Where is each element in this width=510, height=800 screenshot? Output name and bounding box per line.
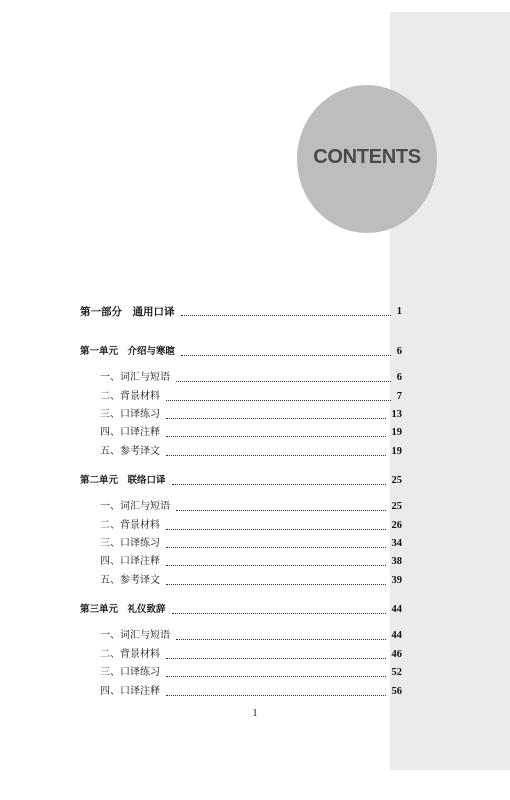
toc-leader-dots bbox=[166, 529, 386, 530]
toc-page-number: 38 bbox=[391, 556, 402, 567]
toc-leader-dots bbox=[166, 658, 386, 659]
toc-entry bbox=[100, 572, 402, 588]
toc-leader-dots bbox=[166, 676, 386, 677]
toc-label: 三、口译练习 bbox=[100, 409, 160, 420]
toc-leader-dots bbox=[166, 695, 386, 696]
toc-page-number: 25 bbox=[391, 475, 402, 486]
toc-leader-dots bbox=[166, 565, 386, 566]
toc-page-number: 44 bbox=[391, 604, 402, 615]
toc-entry bbox=[100, 369, 402, 385]
toc-label: 五、参考译文 bbox=[100, 446, 160, 457]
toc-page-number: 19 bbox=[391, 446, 402, 457]
toc-leader-dots bbox=[181, 315, 391, 316]
toc-label: 三、口译练习 bbox=[100, 538, 160, 549]
toc-entry bbox=[100, 517, 402, 533]
toc-label: 一、词汇与短语 bbox=[100, 501, 170, 512]
toc-entry bbox=[100, 683, 402, 699]
toc-entry bbox=[100, 388, 402, 404]
toc-page-number: 44 bbox=[391, 630, 402, 641]
toc-page-number: 52 bbox=[391, 667, 402, 678]
toc-page-number: 13 bbox=[391, 409, 402, 420]
toc-leader-dots bbox=[172, 484, 386, 485]
toc-entry bbox=[100, 406, 402, 422]
toc-leader-dots bbox=[166, 418, 386, 419]
toc-leader-dots bbox=[181, 355, 391, 356]
toc-leader-dots bbox=[166, 436, 386, 437]
toc-label: 四、口译注释 bbox=[100, 686, 160, 697]
toc-label: 四、口译注释 bbox=[100, 556, 160, 567]
toc-leader-dots bbox=[172, 613, 386, 614]
toc-page-number: 56 bbox=[391, 686, 402, 697]
toc-label: 四、口译注释 bbox=[100, 427, 160, 438]
toc-unit-entry bbox=[80, 601, 402, 617]
toc-label: 二、背景材料 bbox=[100, 520, 160, 531]
toc-leader-dots bbox=[176, 639, 386, 640]
toc-entry bbox=[100, 498, 402, 514]
toc-page-number: 6 bbox=[396, 346, 402, 357]
toc-leader-dots bbox=[166, 584, 386, 585]
toc-leader-dots bbox=[166, 547, 386, 548]
toc-leader-dots bbox=[166, 455, 386, 456]
toc-page-number: 1 bbox=[396, 306, 402, 317]
page-title: CONTENTS bbox=[313, 145, 421, 168]
toc-leader-dots bbox=[166, 400, 391, 401]
toc-label: 二、背景材料 bbox=[100, 649, 160, 660]
toc-label: 五、参考译文 bbox=[100, 575, 160, 586]
toc-page-number: 19 bbox=[391, 427, 402, 438]
toc-page-number: 46 bbox=[391, 649, 402, 660]
toc-entry bbox=[100, 627, 402, 643]
toc-label: 一、词汇与短语 bbox=[100, 630, 170, 641]
toc-unit-entry bbox=[80, 343, 402, 359]
toc-label: 第一部分 通用口译 bbox=[80, 306, 175, 318]
toc-entry bbox=[100, 553, 402, 569]
toc-entry bbox=[100, 664, 402, 680]
toc-entry bbox=[100, 424, 402, 440]
toc-unit-entry bbox=[80, 472, 402, 488]
toc-page-number: 6 bbox=[396, 372, 402, 383]
toc-label: 一、词汇与短语 bbox=[100, 372, 170, 383]
page-number: 1 bbox=[252, 708, 258, 719]
toc-page-number: 39 bbox=[391, 575, 402, 586]
toc-page-number: 26 bbox=[391, 520, 402, 531]
toc-page-number: 7 bbox=[396, 391, 402, 402]
toc-label: 第三单元 礼仪致辞 bbox=[80, 604, 166, 615]
toc-part-entry bbox=[80, 303, 402, 319]
toc-page-number: 34 bbox=[391, 538, 402, 549]
toc-label: 第二单元 联络口译 bbox=[80, 475, 166, 486]
toc-entry bbox=[100, 443, 402, 459]
toc-entry bbox=[100, 646, 402, 662]
toc-label: 三、口译练习 bbox=[100, 667, 160, 678]
toc-leader-dots bbox=[176, 381, 391, 382]
toc-label: 第一单元 介绍与寒暄 bbox=[80, 346, 176, 357]
toc-label: 二、背景材料 bbox=[100, 391, 160, 402]
toc-page-number: 25 bbox=[391, 501, 402, 512]
toc-entry bbox=[100, 535, 402, 551]
toc-leader-dots bbox=[176, 510, 386, 511]
